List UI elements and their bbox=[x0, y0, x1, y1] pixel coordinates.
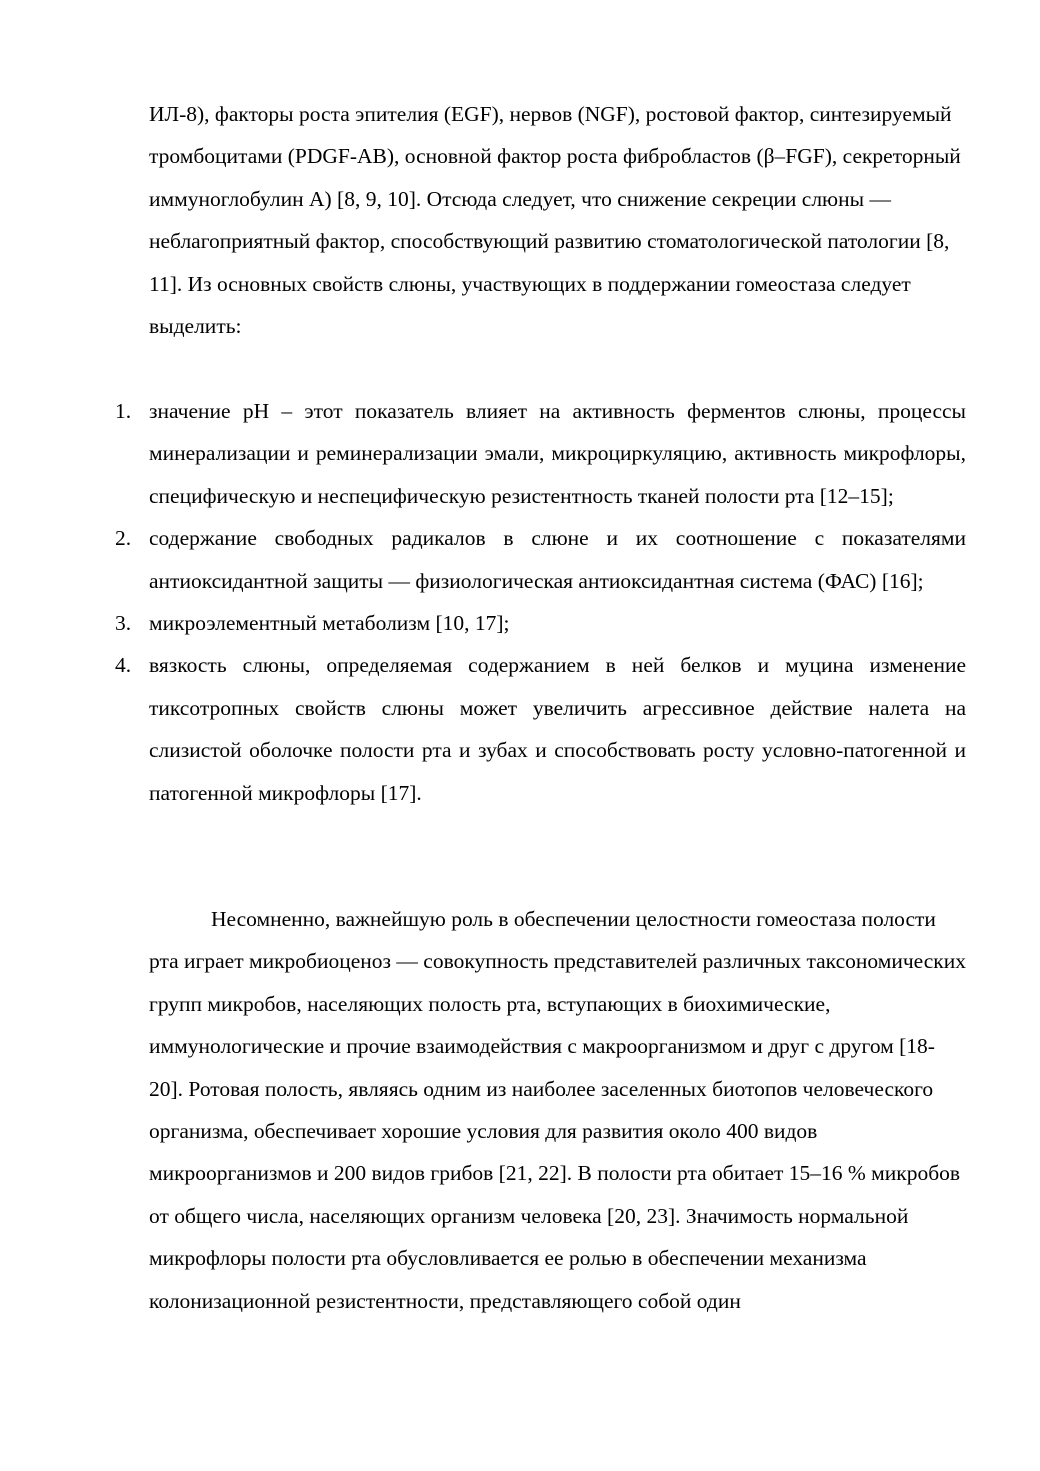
list-item-number: 1. bbox=[115, 399, 132, 423]
list-item bbox=[115, 390, 966, 517]
list-item-text: содержание свободных радикалов в слюне и их соотношение с показателями антиоксидантной защиты — физиологическая антиоксидантная система (ФАС) [16]; bbox=[149, 526, 966, 593]
list-item bbox=[115, 644, 966, 814]
closing-paragraph: Несомненно, важнейшую роль в обеспечении целостности гомеостаза полости рта играет микробиоценоз — совокупность представителей различных таксономических групп микробов, населяющих полость рта, вступающих в биохимические, иммунологические и прочие взаимодействия с макроорганизмом и друг с другом [18-20]. Ротовая полость, являясь одним из наиболее заселенных биотопов человеческого организма, обеспечивает хорошие условия для развития около 400 видов микроорганизмов и 200 видов грибов [21, 22]. В полости рта обитает 15–16 % микробов от общего числа, населяющих организм человека [20, 23]. Значимость нормальной микрофлоры полости рта обусловливается ее ролью в обеспечении механизма колонизационной резистентности, представляющего собой один bbox=[149, 907, 966, 1313]
list-item-text: вязкость слюны, определяемая содержанием в ней белков и муцина изменение тиксотропных свойств слюны может увеличить агрессивное действие налета на слизистой оболочке полости рта и зубах и способствовать росту условно-патогенной и патогенной микрофлоры [17]. bbox=[149, 653, 966, 805]
list-item-text: значение рН – этот показатель влияет на активность ферментов слюны, процессы минерализации и реминерализации эмали, микроциркуляцию, активность микрофлоры, специфическую и неспецифическую резистентность тканей полости рта [12–15]; bbox=[149, 399, 966, 508]
list-item bbox=[115, 602, 966, 644]
properties-list bbox=[115, 390, 966, 814]
list-item-number: 3. bbox=[115, 611, 132, 636]
intro-paragraph: ИЛ-8), факторы роста эпителия (EGF), нервов (NGF), ростовой фактор, синтезируемый тромбоцитами (PDGF-AB), основной фактор роста фибробластов (β⎯FGF), секреторный иммуноглобулин А) [8, 9, 10]. Отсюда следует, что снижение секреции слюны — неблагоприятный фактор, способствующий развитию стоматологической патологии [8, 11]. Из основных свойств слюны, участвующих в поддержании гомеостаза следует выделить: bbox=[149, 102, 961, 339]
list-item-number: 4. bbox=[115, 653, 132, 678]
list-item-number: 2. bbox=[115, 526, 132, 551]
list-item bbox=[115, 517, 966, 602]
list-item-text: микроэлементный метаболизм [10, 17]; bbox=[149, 611, 510, 636]
